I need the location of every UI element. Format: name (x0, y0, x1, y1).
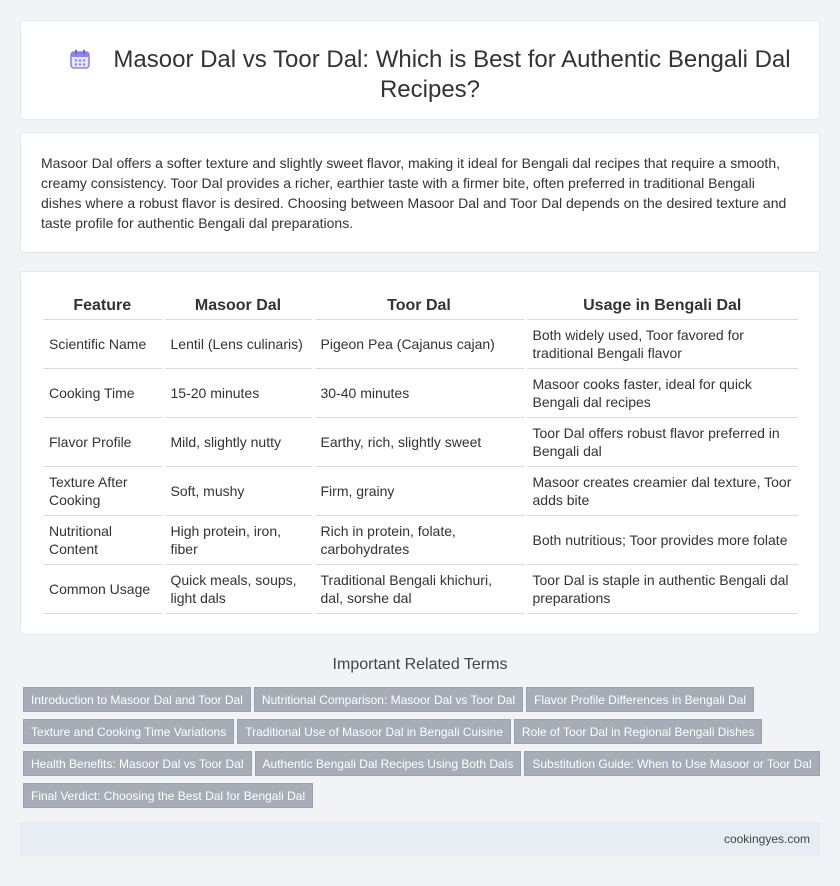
table-row (43, 368, 798, 417)
tag-link[interactable]: Authentic Bengali Dal Recipes Using Both Dals (255, 751, 522, 776)
title-wrap (61, 45, 799, 105)
header-toor-dal: Toor Dal (313, 292, 525, 319)
table-row (43, 515, 798, 564)
table-card (20, 271, 820, 635)
cell-usage: Both widely used, Toor favored for traditional Bengali flavor (525, 319, 798, 368)
table-row (43, 319, 798, 368)
calendar-icon (69, 48, 91, 70)
cell-toor: 30-40 minutes (313, 368, 525, 417)
cell-usage: Masoor cooks faster, ideal for quick Bengali dal recipes (525, 368, 798, 417)
tag-link[interactable]: Traditional Use of Masoor Dal in Bengali Cuisine (237, 719, 511, 744)
table-row (43, 466, 798, 515)
cell-toor: Earthy, rich, slightly sweet (313, 417, 525, 466)
tag-link[interactable]: Final Verdict: Choosing the Best Dal for Bengali Dal (23, 783, 313, 808)
cell-feature: Common Usage (43, 564, 163, 613)
footer (20, 822, 820, 856)
cell-toor: Traditional Bengali khichuri, dal, sorshe dal (313, 564, 525, 613)
cell-masoor: Mild, slightly nutty (163, 417, 313, 466)
header-masoor-dal: Masoor Dal (163, 292, 313, 319)
page-title (61, 45, 799, 105)
footer-site-link[interactable]: cookingyes.com (723, 832, 810, 846)
cell-toor: Firm, grainy (313, 466, 525, 515)
cell-masoor: Quick meals, soups, light dals (163, 564, 313, 613)
intro-paragraph: Masoor Dal offers a softer texture and slightly sweet flavor, making it ideal for Bengali dal recipes that require a smooth, creamy consistency. Toor Dal provides a richer, earthier taste with a firmer bite, often preferred in traditional Bengali dishes where a robust flavor is desired. Choosing between Masoor Dal and Toor Dal depends on the desired texture and taste profile for authentic Bengali dal preparations. (41, 155, 787, 231)
comparison-table (43, 292, 798, 614)
cell-feature: Flavor Profile (43, 417, 163, 466)
header-feature: Feature (43, 292, 163, 319)
tag-link[interactable]: Flavor Profile Differences in Bengali Dal (526, 687, 754, 712)
cell-feature: Scientific Name (43, 319, 163, 368)
cell-feature: Texture After Cooking (43, 466, 163, 515)
table-row (43, 417, 798, 466)
cell-masoor: High protein, iron, fiber (163, 515, 313, 564)
cell-usage: Masoor creates creamier dal texture, Toor adds bite (525, 466, 798, 515)
tag-link[interactable]: Nutritional Comparison: Masoor Dal vs Toor Dal (254, 687, 523, 712)
tag-link[interactable]: Substitution Guide: When to Use Masoor or Toor Dal (524, 751, 819, 776)
related-terms-heading: Important Related Terms (332, 656, 508, 673)
cell-masoor: Soft, mushy (163, 466, 313, 515)
cell-masoor: Lentil (Lens culinaris) (163, 319, 313, 368)
cell-feature: Cooking Time (43, 368, 163, 417)
tag-link[interactable]: Texture and Cooking Time Variations (23, 719, 234, 744)
cell-masoor: 15-20 minutes (163, 368, 313, 417)
related-terms-tags (23, 687, 823, 815)
cell-toor: Rich in protein, folate, carbohydrates (313, 515, 525, 564)
cell-toor: Pigeon Pea (Cajanus cajan) (313, 319, 525, 368)
tag-link[interactable]: Role of Toor Dal in Regional Bengali Dishes (514, 719, 763, 744)
header-usage: Usage in Bengali Dal (525, 292, 798, 319)
cell-feature: Nutritional Content (43, 515, 163, 564)
tag-link[interactable]: Introduction to Masoor Dal and Toor Dal (23, 687, 251, 712)
cell-usage: Both nutritious; Toor provides more folate (525, 515, 798, 564)
tag-link[interactable]: Health Benefits: Masoor Dal vs Toor Dal (23, 751, 252, 776)
cell-usage: Toor Dal offers robust flavor preferred in Bengali dal (525, 417, 798, 466)
table-row (43, 564, 798, 613)
cell-usage: Toor Dal is staple in authentic Bengali dal preparations (525, 564, 798, 613)
page-title-text: Masoor Dal vs Toor Dal: Which is Best for Authentic Bengali Dal Recipes? (113, 46, 791, 103)
header-card (20, 20, 820, 120)
table-header-row (43, 292, 798, 319)
intro-card (20, 132, 820, 253)
